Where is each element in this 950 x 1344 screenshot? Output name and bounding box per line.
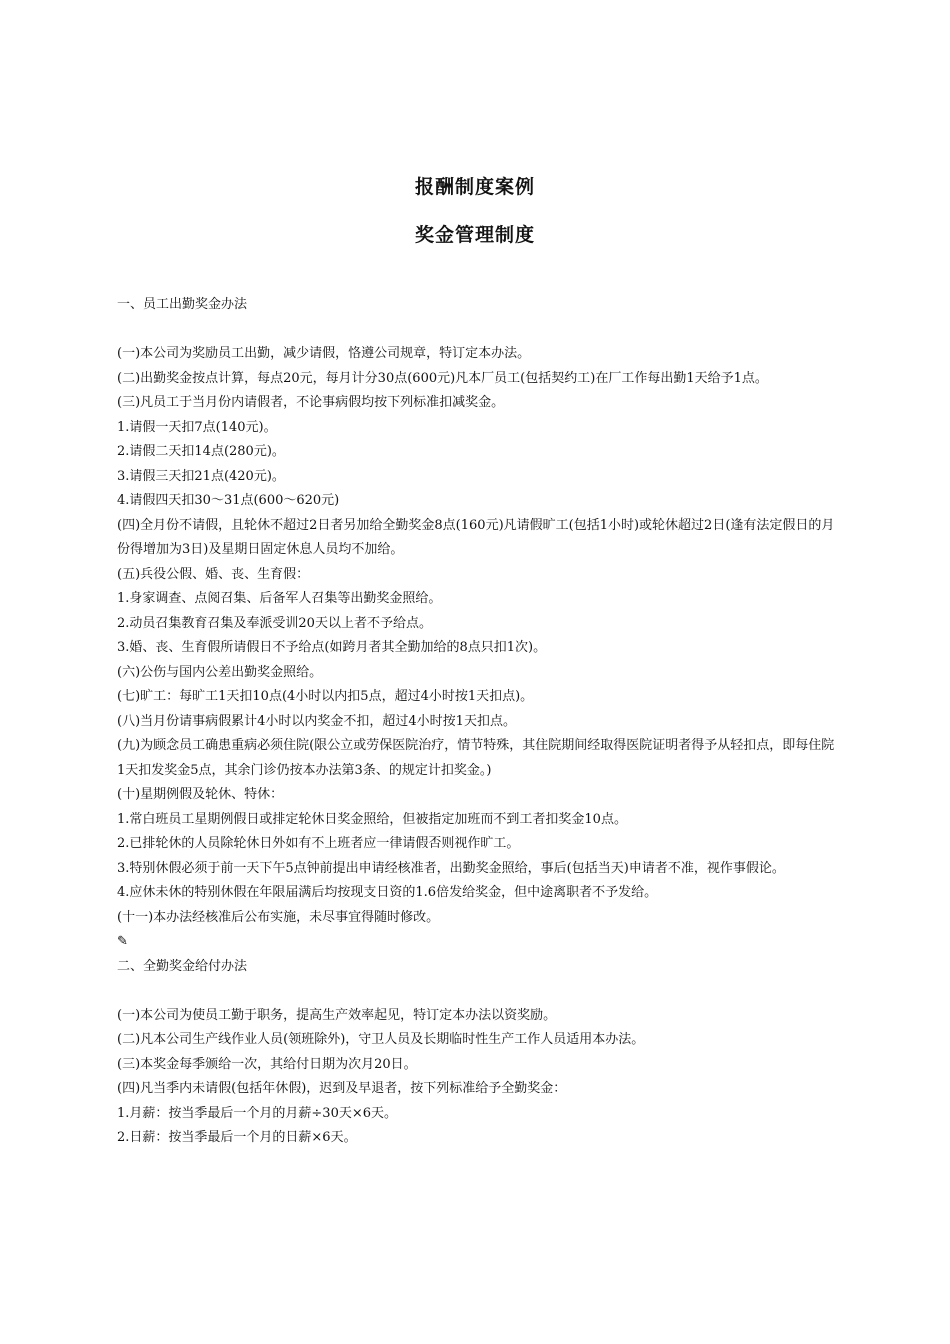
paragraph: 2.已排轮休的人员除轮休日外如有不上班者应一律请假否则视作旷工。 bbox=[117, 836, 520, 851]
paragraph: (六)公伤与国内公差出勤奖金照给。 bbox=[117, 664, 323, 680]
section-heading: 二、全勤奖金给付办法 bbox=[117, 958, 248, 974]
paragraph: (十)星期例假及轮休、特休： bbox=[117, 787, 284, 802]
paragraph: (二)出勤奖金按点计算，每点20元，每月计分30点(600元)凡本厂员工(包括契约工)在厂工作每出勤1天给予1点。 bbox=[117, 370, 768, 386]
document-body bbox=[117, 293, 837, 1151]
paragraph: 2.日薪：按当季最后一个月的日薪×6天。 bbox=[117, 1130, 357, 1145]
paragraph: (三)本奖金每季颁给一次，其给付日期为次月20日。 bbox=[117, 1056, 417, 1072]
paragraph: 1.常白班员工星期例假日或排定轮休日奖金照给，但被指定加班而不到工者扣奖金10点。 bbox=[117, 811, 627, 827]
paragraph: (四)全月份不请假，且轮休不超过2日者另加给全勤奖金8点(160元)凡请假旷工(包括1小时)或轮休超过2日(逢有法定假日的月份得增加为3日)及星期日固定休息人员均不加给。 bbox=[117, 517, 835, 557]
paragraph: 1.请假一天扣7点(140元)。 bbox=[117, 419, 277, 435]
paragraph: 3.请假三天扣21点(420元)。 bbox=[117, 468, 285, 484]
section-heading: 一、员工出勤奖金办法 bbox=[117, 297, 248, 312]
paragraph: 3.婚、丧、生育假所请假日不予给点(如跨月者其全勤加给的8点只扣1次)。 bbox=[117, 640, 547, 655]
paragraph: (七)旷工：每旷工1天扣10点(4小时以内扣5点，超过4小时按1天扣点)。 bbox=[117, 689, 534, 704]
paragraph: 2.请假二天扣14点(280元)。 bbox=[117, 444, 285, 459]
paragraph: (九)为顾念员工确患重病必须住院(限公立或劳保医院治疗，情节特殊，其住院期间经取得医院证明者得予从轻扣点，即每住院1天扣发奖金5点，其余门诊仍按本办法第3条、的规定计扣奖金。) bbox=[117, 738, 835, 778]
paragraph: (一)本公司为使员工勤于职务，提高生产效率起见，特订定本办法以资奖励。 bbox=[117, 1007, 557, 1023]
paragraph: 1.月薪：按当季最后一个月的月薪÷30天×6天。 bbox=[117, 1105, 398, 1121]
paragraph: 1.身家调查、点阅召集、后备军人召集等出勤奖金照给。 bbox=[117, 591, 442, 606]
paragraph: (三)凡员工于当月份内请假者，不论事病假均按下列标准扣减奖金。 bbox=[117, 395, 505, 410]
paragraph: 4.应休未休的特别休假在年限届满后均按现支日资的1.6倍发给奖金，但中途离职者不予发给。 bbox=[117, 885, 658, 900]
paragraph: (四)凡当季内未请假(包括年休假)，迟到及早退者，按下列标准给予全勤奖金： bbox=[117, 1081, 567, 1096]
paragraph: (一)本公司为奖励员工出勤，减少请假，恪遵公司规章，特订定本办法。 bbox=[117, 346, 531, 361]
paragraph: (五)兵役公假、婚、丧、生育假： bbox=[117, 566, 310, 582]
paragraph: (八)当月份请事病假累计4小时以内奖金不扣，超过4小时按1天扣点。 bbox=[117, 713, 516, 729]
paragraph: 3.特别休假必须于前一天下午5点钟前提出申请经核准者，出勤奖金照给，事后(包括当天)申请者不准，视作事假论。 bbox=[117, 860, 785, 876]
document-title: 报酬制度案例 bbox=[414, 176, 535, 198]
paragraph: 2.动员召集教育召集及奉派受训20天以上者不予给点。 bbox=[117, 615, 432, 631]
document-subtitle: 奖金管理制度 bbox=[414, 224, 535, 246]
pencil-mark-icon: ✎ bbox=[117, 934, 128, 949]
paragraph: (十一)本办法经核准后公布实施，未尽事宜得随时修改。 bbox=[117, 909, 440, 925]
paragraph: (二)凡本公司生产线作业人员(领班除外)，守卫人员及长期临时性生产工作人员适用本办法。 bbox=[117, 1032, 645, 1047]
paragraph: 4.请假四天扣30～31点(600～620元) bbox=[117, 493, 340, 508]
